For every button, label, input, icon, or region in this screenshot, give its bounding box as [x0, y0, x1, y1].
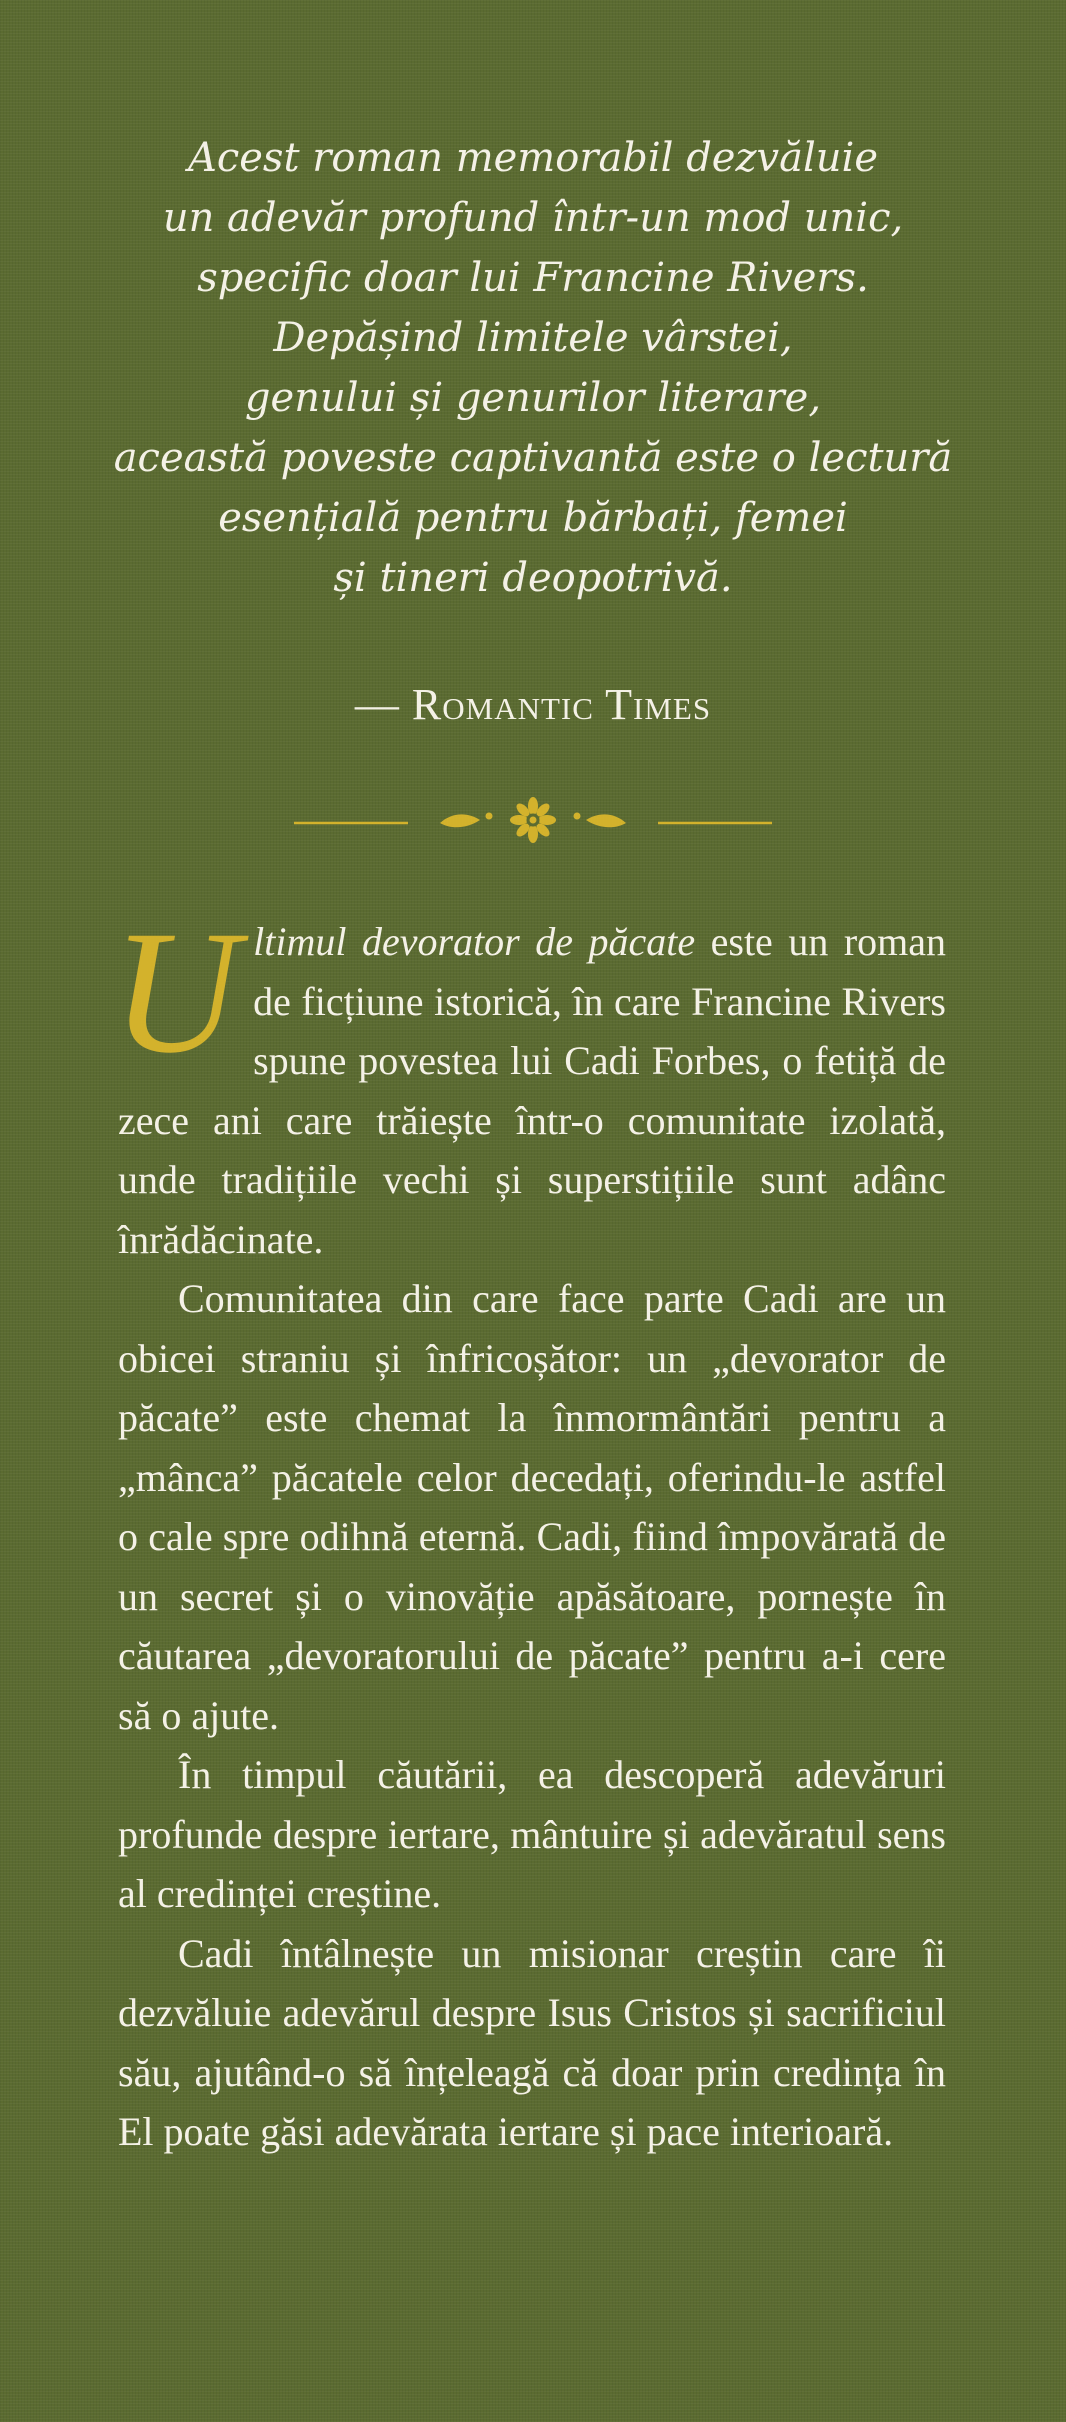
floral-divider-icon	[290, 790, 776, 850]
quote-line: Acest roman memorabil dezvăluie	[187, 135, 879, 181]
quote-line: un adevăr profund într-un mod unic,	[162, 195, 904, 241]
paragraph-1-text: este un roman de ficțiune istorică, în care Francine Rivers spune povestea lui Cadi Forbes, o fetiță de zece ani care trăiește într-o comunitate izolată, unde tradițiile vechi și superstițiile sunt adânc înrădăcinate.	[118, 919, 947, 1262]
quote-line: specific doar lui Francine Rivers.	[197, 255, 869, 301]
attribution-source: Romantic Times	[411, 680, 712, 729]
quote-line: Depășind limitele vârstei,	[273, 315, 793, 361]
description-paragraph-3: În timpul căutării, ea descoperă adevăruri profunde despre iertare, mântuire și adevăratul sens al credinței creștine.	[118, 1752, 946, 1916]
book-title-italic: ltimul devorator de păcate	[253, 919, 696, 964]
review-quote	[100, 128, 966, 608]
drop-cap: U	[112, 895, 240, 1090]
book-description	[112, 895, 947, 2162]
quote-line: genului și genurilor literare,	[244, 375, 822, 421]
quote-attribution	[0, 678, 1066, 732]
description-paragraph-1	[112, 895, 947, 1269]
description-paragraph-2: Comunitatea din care face parte Cadi are un obicei straniu și înfricoșător: un „devorator de păcate” este chemat la înmormântări pentru a „mânca” păcatele celor decedați, oferindu-le astfel o cale spre odihnă eternă. Cadi, fiind împovărată de un secret și o vinovăție apăsătoare, pornește în căutarea „devoratorului de păcate” pentru a-i cere să o ajute.	[118, 1276, 946, 1738]
attribution-dash: —	[354, 680, 400, 729]
quote-line: și tineri deopotrivă.	[333, 555, 733, 601]
description-paragraph-4: Cadi întâlnește un misionar creștin care îi dezvăluie adevărul despre Isus Cristos și sacrificiul său, ajutând-o să înțeleagă că doar prin credința în El poate găsi adevărata iertare și pace interioară.	[118, 1930, 946, 2154]
quote-line: esențială pentru bărbați, femei	[218, 495, 848, 541]
quote-line: această poveste captivantă este o lectură	[113, 435, 953, 481]
